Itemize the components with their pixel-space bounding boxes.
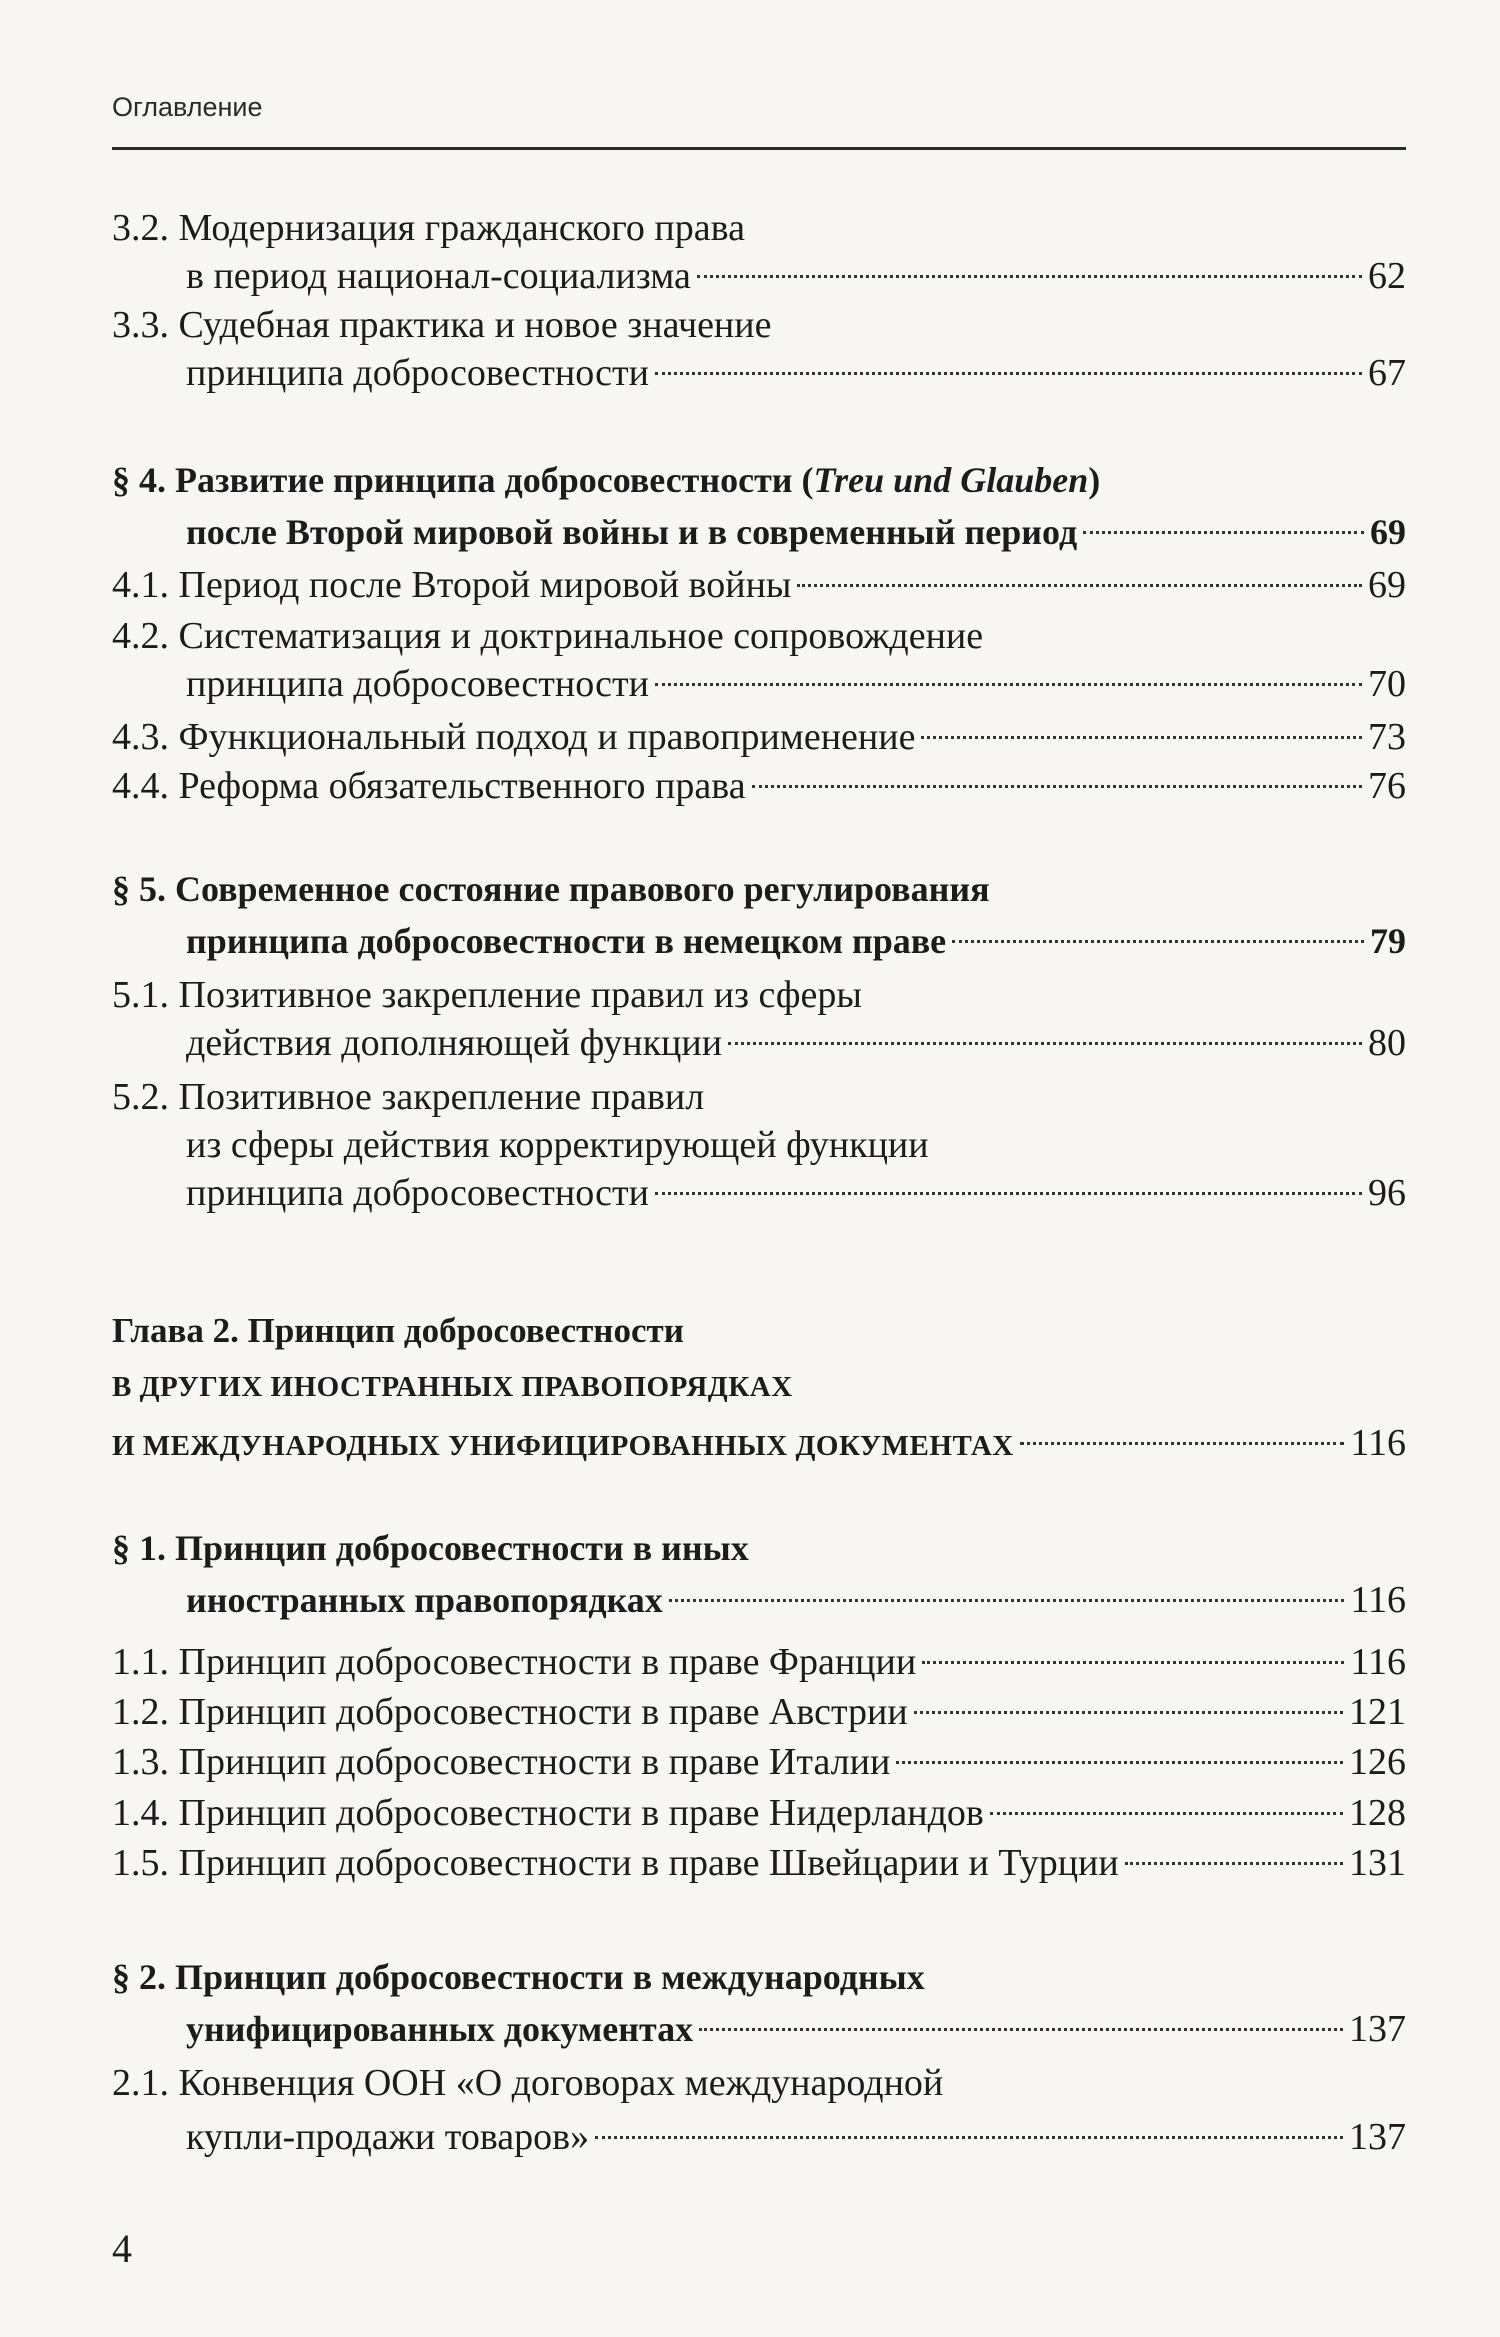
toc-page-number: 76 [1368, 765, 1406, 807]
toc-entry-foreign-term: Treu und Glauben [813, 460, 1089, 500]
dot-leader [797, 584, 1362, 587]
toc-entry-text: 1.5. Принцип добросовестности в праве Швейцарии и Турции [112, 1842, 1119, 1884]
dot-leader [990, 1812, 1343, 1815]
toc-page-number: 69 [1368, 564, 1406, 606]
toc-entry-text: 4.3. Функциональный подход и правоприменение [112, 716, 916, 758]
header-rule [112, 147, 1406, 150]
toc-entry-text: 3.3. Судебная практика и новое значение [112, 304, 772, 346]
toc-entry-text: принципа добросовестности [186, 663, 649, 705]
toc-page-number: 116 [1350, 1422, 1406, 1464]
dot-leader [699, 2028, 1343, 2031]
dot-leader [697, 275, 1362, 278]
toc-entry-text: иностранных правопорядках [186, 1580, 663, 1620]
dot-leader [655, 683, 1362, 686]
toc-entry-text: ) [1088, 460, 1101, 500]
dot-leader [655, 1192, 1362, 1195]
dot-leader [921, 736, 1362, 739]
toc-entry-text: принципа добросовестности [186, 352, 649, 394]
toc-page-number: 121 [1349, 1691, 1406, 1733]
toc-entry-text: § 1. Принцип добросовестности в иных [112, 1528, 749, 1568]
toc-entry-text: 4.2. Систематизация и доктринальное сопровождение [112, 615, 984, 657]
toc-page-number: 70 [1368, 663, 1406, 705]
toc-page-number: 73 [1368, 716, 1406, 758]
dot-leader [952, 940, 1364, 943]
toc-entry-text: 5.2. Позитивное закрепление правил [112, 1076, 705, 1118]
toc-page-number: 116 [1350, 1579, 1406, 1621]
toc-entry-text: § 5. Современное состояние правового регулирования [112, 869, 990, 909]
dot-leader [896, 1761, 1343, 1764]
toc-entry-text: 1.2. Принцип добросовестности в праве Австрии [112, 1691, 908, 1733]
dot-leader [595, 2136, 1343, 2139]
toc-page-number: 128 [1349, 1792, 1406, 1834]
toc-entry-text: 2.1. Конвенция ООН «О договорах международной [112, 2062, 944, 2104]
toc-entry-text: 5.1. Позитивное закрепление правил из сферы [112, 974, 862, 1016]
toc-page-number: 67 [1368, 352, 1406, 394]
toc-page-number: 96 [1368, 1172, 1406, 1214]
page-number: 4 [112, 2226, 132, 2271]
dot-leader [922, 1661, 1344, 1664]
running-head: Оглавление [112, 92, 263, 122]
dot-leader [1020, 1442, 1345, 1445]
toc-entry-text: § 4. Развитие принципа добросовестности ( [112, 460, 814, 500]
toc-entry-text: в период национал-социализма [186, 255, 691, 297]
dot-leader [655, 372, 1362, 375]
toc-entry-text: 1.4. Принцип добросовестности в праве Нидерландов [112, 1792, 984, 1834]
toc-page-number: 137 [1349, 2008, 1406, 2050]
toc-entry-text: принципа добросовестности [186, 1172, 649, 1214]
toc-page-number: 126 [1349, 1741, 1406, 1783]
toc-chapter-subtitle: И МЕЖДУНАРОДНЫХ УНИФИЦИРОВАННЫХ ДОКУМЕНТАХ [112, 1430, 1014, 1462]
dot-leader [914, 1711, 1343, 1714]
toc-entry-text: купли-продажи товаров» [186, 2116, 590, 2158]
dot-leader [669, 1599, 1345, 1602]
dot-leader [1125, 1862, 1343, 1865]
toc-page-number: 69 [1370, 512, 1406, 552]
toc-page-number: 131 [1349, 1842, 1406, 1884]
toc-chapter-subtitle: В ДРУГИХ ИНОСТРАННЫХ ПРАВОПОРЯДКАХ [112, 1371, 793, 1403]
toc-entry-text: 4.1. Период после Второй мировой войны [112, 564, 792, 606]
toc-entry-text: 3.2. Модернизация гражданского права [112, 207, 745, 249]
toc-page-number: 62 [1368, 255, 1406, 297]
toc-entry-text: унифицированных документах [186, 2009, 694, 2049]
toc-page-number: 80 [1368, 1022, 1406, 1064]
toc-chapter-title: Глава 2. Принцип добросовестности [112, 1311, 684, 1350]
dot-leader [752, 785, 1362, 788]
toc-entry-text: 1.3. Принцип добросовестности в праве Италии [112, 1741, 891, 1783]
toc-entry-text: 1.1. Принцип добросовестности в праве Франции [112, 1641, 917, 1683]
toc-entry-text: принципа добросовестности в немецком праве [186, 921, 947, 961]
toc-entry-text: из сферы действия корректирующей функции [186, 1124, 929, 1166]
dot-leader [728, 1042, 1362, 1045]
toc-page-number: 79 [1370, 921, 1406, 961]
toc-entry-text: после Второй мировой войны и в современный период [186, 512, 1078, 552]
toc-page-number: 116 [1350, 1641, 1406, 1683]
toc-entry-text: 4.4. Реформа обязательственного права [112, 765, 746, 807]
dot-leader [1083, 531, 1364, 534]
toc-page-number: 137 [1349, 2116, 1406, 2158]
toc-entry-text: действия дополняющей функции [186, 1022, 723, 1064]
toc-entry-text: § 2. Принцип добросовестности в международных [112, 1957, 925, 1997]
